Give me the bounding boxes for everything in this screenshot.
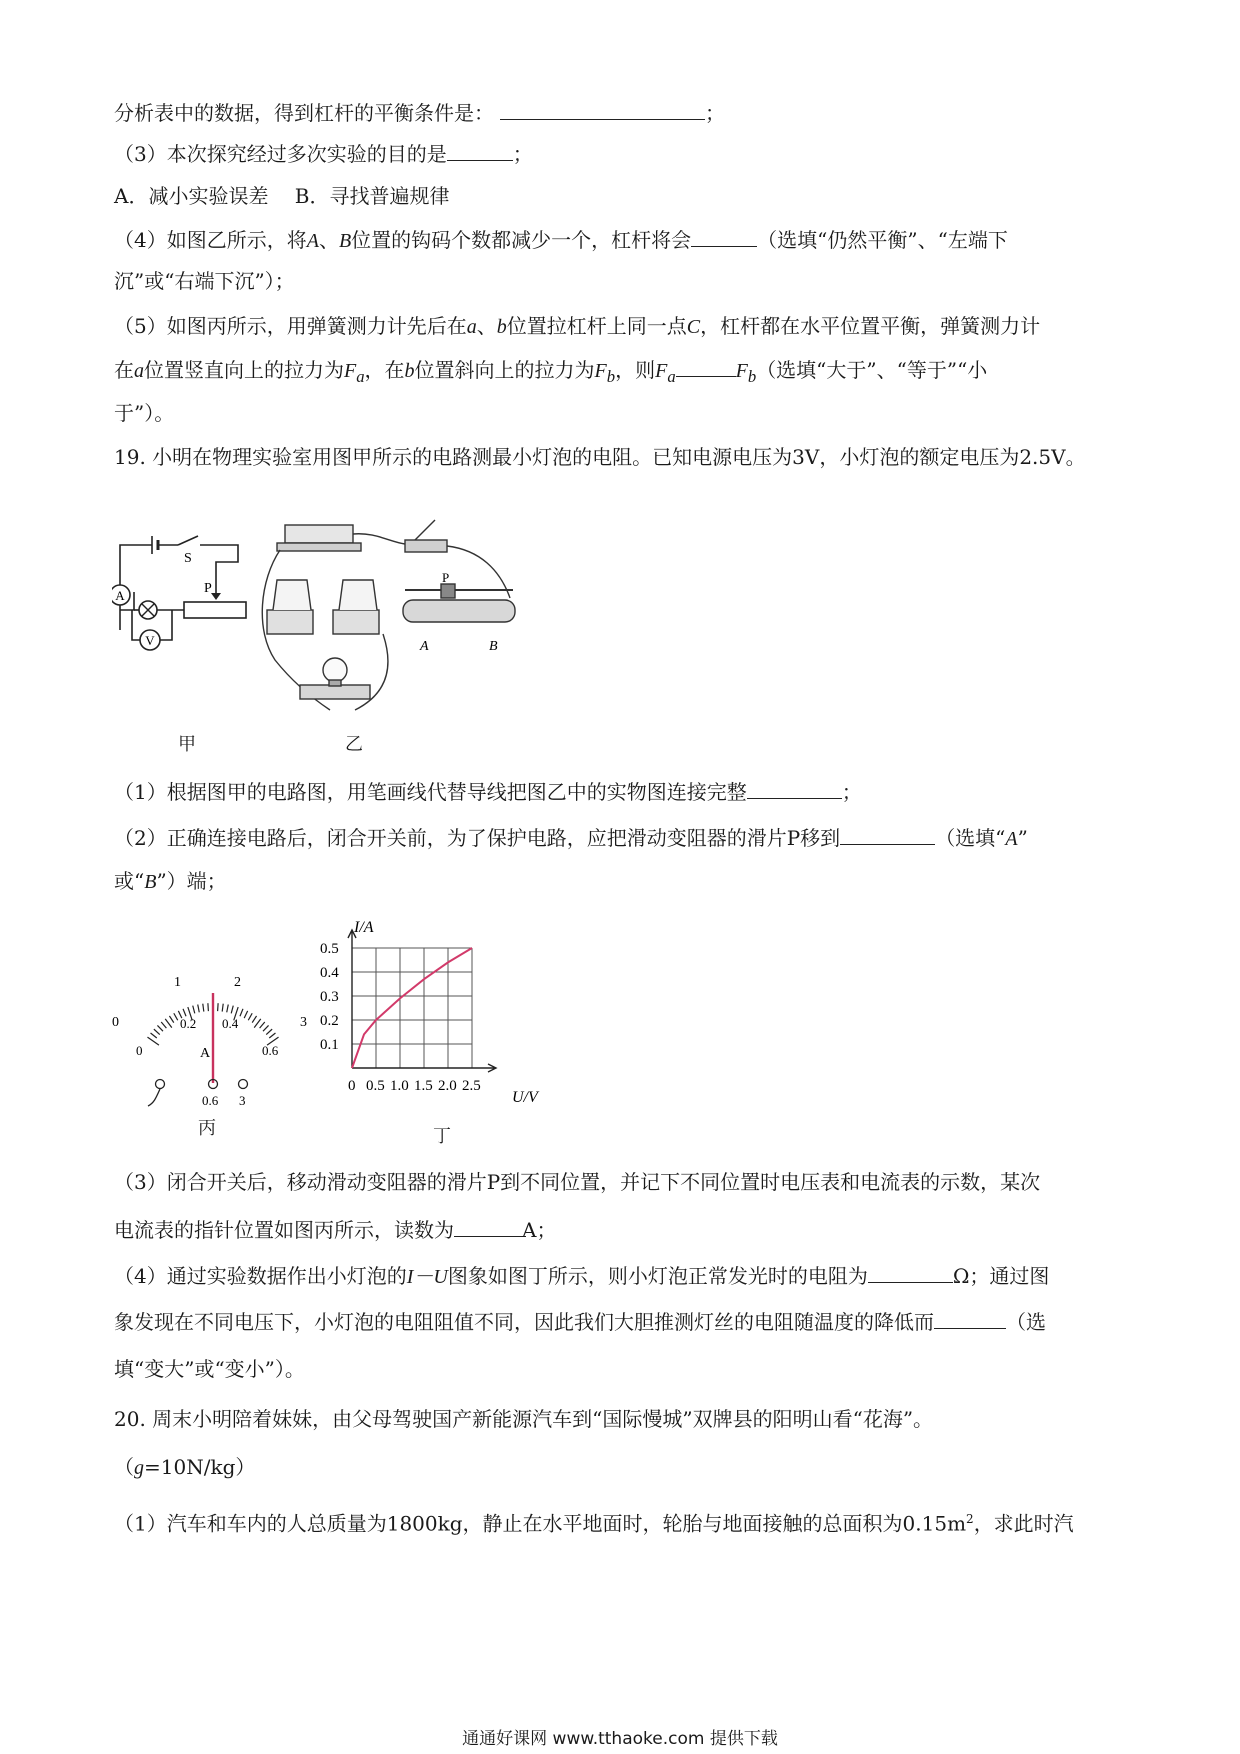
dial-tick: [269, 1033, 275, 1038]
q19-part4-line1: （4）通过实验数据作出小灯泡的I－U图象如图丁所示，则小灯泡正常发光时的电阻为 Ω；通过图: [114, 1260, 1049, 1292]
q19-part4-line2: 象发现在不同电压下，小灯泡的电阻阻值不同，因此我们大胆推测灯丝的电阻随温度的降低而 （选: [114, 1306, 1046, 1337]
dial-tick: [193, 1006, 195, 1014]
q18-part4-line2: 沉”或“右端下沉”）；: [114, 269, 295, 293]
dial-top-0: 0: [112, 1015, 119, 1030]
q20-stem: 20. 周末小明陪着妹妹，由父母驾驶国产新能源汽车到“国际慢城”双牌县的阳明山看“花海”。: [114, 1407, 934, 1431]
q19-stem: 19. 小明在物理实验室用图甲所示的电路测最小灯泡的电阻。已知电源电压为3V，小灯泡的额定电压为2.5V。: [114, 445, 1086, 469]
y-tick-label: 0.5: [320, 941, 339, 957]
q19-part2-line1: （2）正确连接电路后，闭合开关前，为了保护电路，应把滑动变阻器的滑片P移到 （选填“A”: [114, 822, 1028, 854]
dial-tick: [222, 1004, 223, 1012]
ammeter-label: A: [115, 588, 125, 603]
y-tick-label: 0.2: [320, 1013, 339, 1029]
dial-tick: [240, 1009, 243, 1016]
y-tick-label: 0.3: [320, 989, 339, 1005]
dial-top-2: 2: [234, 975, 241, 990]
slider-label: P: [204, 581, 212, 596]
q19-part4-line3: 填“变大”或“变小”）。: [114, 1357, 305, 1381]
q19-part3-line1: （3）闭合开关后，移动滑动变阻器的滑片P到不同位置，并记下不同位置时电压表和电流表的示数，某次: [114, 1170, 1041, 1194]
q18-balance-condition-line: 分析表中的数据，得到杠杆的平衡条件是： ；: [114, 97, 725, 128]
dial-bottom-1: 0.2: [180, 1016, 197, 1031]
answer-blank[interactable]: [868, 1260, 953, 1283]
dial-tick: [248, 1013, 252, 1020]
q18-part5-line2: 在a位置竖直向上的拉力为$F_a$，在b位置斜向上的拉力为$F_b$，则$F_a$ $F_b$（选填“大于”、“等于”“小: [114, 354, 987, 392]
x-tick-label: 2.0: [438, 1078, 457, 1094]
q18-part5-line1: （5）如图丙所示，用弹簧测力计先后在a、b位置拉杠杆上同一点C，杠杆都在水平位置平衡，弹簧测力计: [114, 314, 1041, 338]
dial-tick: [218, 1003, 219, 1011]
iu-curve: [352, 948, 472, 1068]
dial-tick: [227, 1004, 229, 1012]
q19-part1-line: （1）根据图甲的电路图，用笔画线代替导线把图乙中的实物图连接完整 ；: [114, 776, 862, 807]
dial-tick: [147, 1037, 158, 1045]
dial-bottom-3: 0.6: [262, 1043, 279, 1058]
q18-part4-line1: （4）如图乙所示，将A、B位置的钩码个数都减少一个，杠杆将会 （选填“仍然平衡”、“左端下: [114, 224, 1008, 256]
y-tick-label: 0.1: [320, 1037, 339, 1053]
voltmeter-label: V: [145, 633, 155, 648]
rheostat-slider-label: P: [442, 570, 450, 585]
answer-blank[interactable]: [691, 224, 757, 247]
dial-tick: [198, 1004, 200, 1012]
dial-bottom-2: 0.4: [222, 1016, 239, 1031]
page-footer: 通通好课网 www.tthaoke.com 提供下载: [462, 1729, 778, 1749]
figure-caption-yi: 乙: [345, 734, 363, 755]
figure-caption-bing: 丙: [198, 1118, 216, 1139]
answer-blank[interactable]: [676, 354, 736, 377]
dial-tick: [154, 1029, 160, 1034]
q20-part1-line: （1）汽车和车内的人总质量为1800kg，静止在水平地面时，轮胎与地面接触的总面积为$0.15m^2$，求此时汽: [114, 1511, 1074, 1536]
answer-blank[interactable]: [454, 1214, 522, 1237]
dial-tick: [252, 1016, 256, 1023]
dial-tick: [165, 1019, 172, 1028]
answer-blank[interactable]: [747, 776, 842, 799]
dial-tick: [244, 1011, 247, 1018]
dial-top-3: 3: [300, 1015, 307, 1030]
answer-blank[interactable]: [934, 1306, 1006, 1329]
answer-blank[interactable]: [447, 138, 513, 161]
q18-part5-line3: 于”）。: [114, 401, 175, 425]
dial-tick: [263, 1025, 269, 1031]
rheostat-end-a: A: [420, 639, 429, 654]
x-tick-label: 0.5: [366, 1078, 385, 1094]
answer-blank[interactable]: [500, 97, 705, 120]
dial-tick: [157, 1025, 163, 1031]
dial-tick: [254, 1019, 261, 1028]
q20-given: （g=10N/kg）: [114, 1455, 256, 1479]
switch-label: S: [184, 551, 192, 566]
dial-tick: [266, 1029, 272, 1034]
x-axis-label: U/V: [512, 1089, 538, 1106]
ammeter-dial-bing: [108, 958, 318, 1108]
x-tick-label: 0: [348, 1078, 356, 1094]
iu-graph-ding: [320, 918, 565, 1110]
terminal-label-0.6: 0.6: [202, 1093, 219, 1108]
dial-unit: A: [200, 1046, 211, 1061]
q19-part3-line2: 电流表的指针位置如图丙所示，读数为 A；: [114, 1214, 556, 1245]
x-tick-label: 1.0: [390, 1078, 409, 1094]
dial-tick: [151, 1033, 157, 1038]
dial-tick: [161, 1022, 166, 1028]
q18-part3-options: A．减小实验误差 B．寻找普遍规律: [114, 184, 450, 208]
dial-bottom-0: 0: [136, 1043, 143, 1058]
dial-tick: [231, 1006, 233, 1014]
dial-top-1: 1: [174, 975, 181, 990]
apparatus-figure-yi: [255, 510, 520, 720]
q19-part2-line2: 或“B”）端；: [114, 869, 227, 893]
dial-tick: [208, 1003, 209, 1011]
dial-tick: [174, 1013, 178, 1020]
y-axis-label: I/A: [354, 919, 374, 936]
dial-tick: [260, 1022, 265, 1028]
y-tick-label: 0.4: [320, 965, 339, 981]
figure-caption-ding: 丁: [433, 1126, 451, 1147]
rheostat-end-b: B: [489, 639, 498, 654]
y-axis: [348, 930, 356, 1068]
x-tick-label: 1.5: [414, 1078, 433, 1094]
x-tick-label: 2.5: [462, 1078, 481, 1094]
terminal-label-3: 3: [239, 1093, 246, 1108]
q18-part3-line: （3）本次探究经过多次实验的目的是 ；: [114, 138, 533, 169]
answer-blank[interactable]: [840, 822, 935, 845]
circuit-diagram-jia: [112, 530, 252, 660]
figure-caption-jia: 甲: [178, 734, 196, 755]
dial-tick: [169, 1016, 173, 1023]
dial-tick: [203, 1004, 204, 1012]
